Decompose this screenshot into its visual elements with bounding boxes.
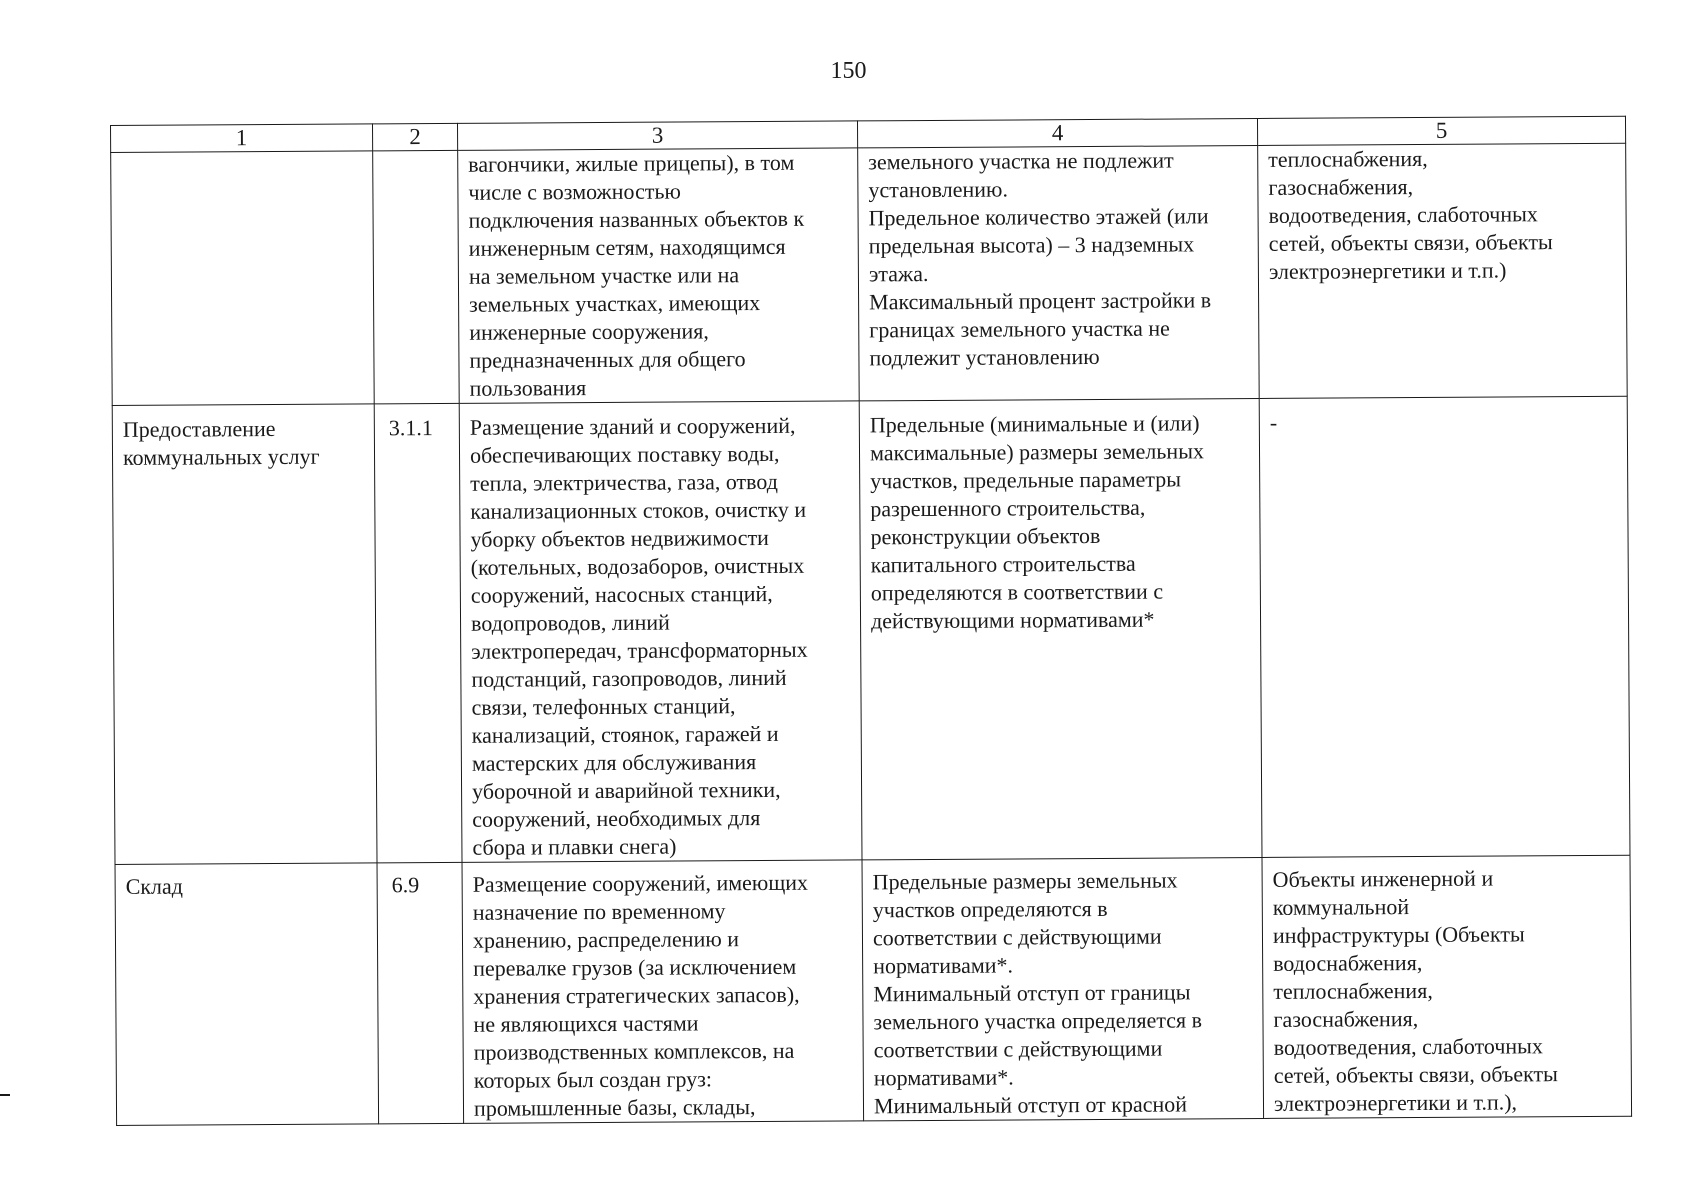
use-code-cell: 6.9 — [377, 862, 464, 1124]
use-description-cell: вагончики, жилые прицепы), в том числе с возможностью подключения названных объектов к инженерным сетям, находящимся на земельном участке или на земельных участках, имеющих инженерные сооружения, предназначенных для общего пользования — [458, 148, 860, 403]
use-code-cell — [373, 150, 460, 404]
allowed-objects-cell: - — [1259, 396, 1630, 857]
column-header-4: 4 — [857, 118, 1257, 147]
page-number: 150 — [830, 58, 867, 84]
zoning-table — [110, 116, 1632, 1126]
parameters-cell: земельного участка не подлежит установлению. Предельное количество этажей (или предельная высота) – 3 надземных этажа. Максимальный процент застройки в границах земельного участка не подлежит установлению — [858, 145, 1260, 400]
use-name-cell: Предоставление коммунальных услуг — [112, 404, 377, 865]
table-row — [112, 396, 1630, 864]
margin-mark — [0, 1094, 10, 1096]
table-row — [115, 855, 1632, 1125]
use-code-cell: 3.1.1 — [374, 403, 462, 863]
allowed-objects-cell: теплоснабжения, газоснабжения, водоотведения, слаботочных сетей, объекты связи, объекты электроэнергетики и т.п.) — [1258, 143, 1628, 398]
column-header-2: 2 — [372, 123, 457, 151]
allowed-objects-cell: Объекты инженерной и коммунальной инфраструктуры (Объекты водоснабжения, теплоснабжения, газоснабжения, водоотведения, слаботочных сетей, объекты связи, объекты электроэнергетики и т.п.), — [1262, 855, 1632, 1118]
parameters-cell: Предельные размеры земельных участков определяются в соответствии с действующими нормативами*. Минимальный отступ от границы земельного участка определяется в соответствии с действующими нормативами*. Минимальный отступ от красной — [862, 857, 1264, 1120]
column-header-3: 3 — [457, 121, 857, 150]
use-name-cell: Склад — [115, 863, 379, 1126]
column-header-1: 1 — [111, 124, 373, 153]
parameters-cell: Предельные (минимальные и (или) максимальные) размеры земельных участков, предельные параметры разрешенного строительства, реконструкции объектов капитального строительства определяются в соответствии с действующими нормативами* — [859, 398, 1262, 859]
use-description-cell: Размещение зданий и сооружений, обеспечивающих поставку воды, тепла, электричества, газа, отвод канализационных стоков, очистку и уборку объектов недвижимости (котельных, водозаборов, очистных сооружений, насосных станций, водопроводов, линий электропередач, трансформаторных подстанций, газопроводов, линий связи, телефонных станций, канализаций, стоянок, гаражей и мастерских для обслуживания уборочной и аварийной техники, сооружений, необходимых для сбора и плавки снега) — [459, 401, 862, 862]
table-row — [111, 143, 1628, 405]
use-description-cell: Размещение сооружений, имеющих назначение по временному хранению, распределению и перевалке грузов (за исключением хранения стратегических запасов), не являющихся частями производственных комплексов, на которых был создан груз: промышленные базы, склады, — [462, 860, 864, 1123]
column-header-5: 5 — [1257, 116, 1625, 145]
use-name-cell — [111, 151, 375, 406]
